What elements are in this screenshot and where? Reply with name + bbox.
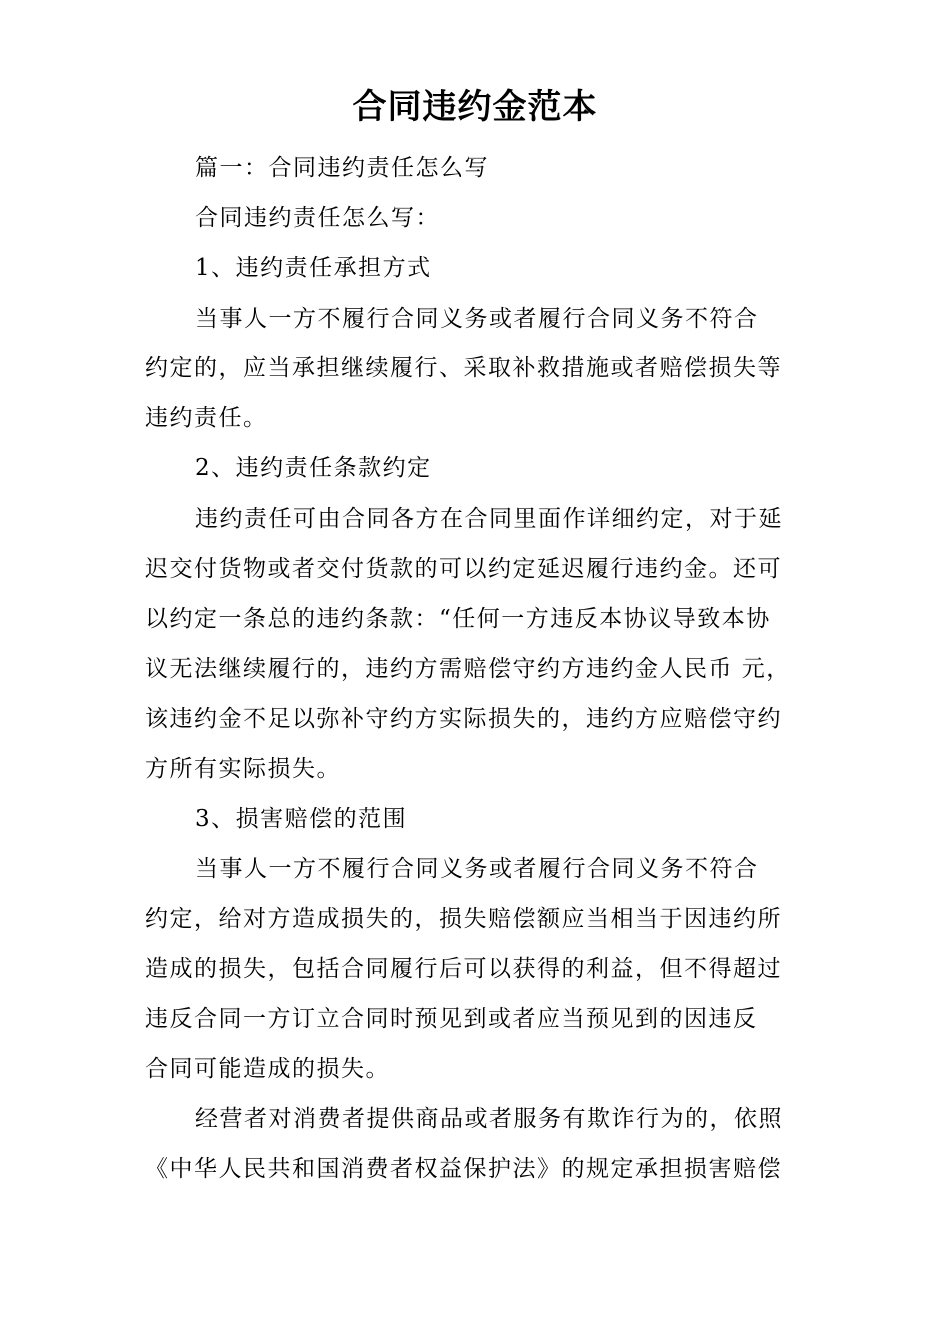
paragraph-line: 当事人一方不履行合同义务或者履行合同义务不符合: [195, 306, 759, 332]
section-heading: 篇一：合同违约责任怎么写: [195, 155, 489, 181]
paragraph-line: 该违约金不足以弥补守约方实际损失的，违约方应赔偿守约: [145, 706, 782, 732]
subheading: 1、违约责任承担方式: [195, 255, 432, 281]
paragraph-line: 迟交付货物或者交付货款的可以约定延迟履行违约金。还可: [145, 556, 782, 582]
paragraph-line: 《中华人民共和国消费者权益保护法》的规定承担损害赔偿: [145, 1156, 782, 1182]
document-title: 合同违约金范本: [352, 87, 598, 127]
paragraph-line: 合同可能造成的损失。: [145, 1056, 390, 1082]
paragraph-line: 当事人一方不履行合同义务或者履行合同义务不符合: [195, 856, 759, 882]
paragraph-line: 以约定一条总的违约条款：“任何一方违反本协议导致本协: [145, 606, 771, 632]
paragraph-line: 经营者对消费者提供商品或者服务有欺诈行为的，依照: [195, 1106, 783, 1132]
paragraph-line: 违约责任可由合同各方在合同里面作详细约定，对于延: [195, 506, 783, 532]
paragraph-line: 违约责任。: [145, 405, 268, 431]
paragraph-line: 方所有实际损失。: [145, 756, 341, 782]
paragraph-line: 合同违约责任怎么写：: [195, 205, 440, 231]
paragraph-line: 造成的损失，包括合同履行后可以获得的利益，但不得超过: [145, 956, 782, 982]
paragraph-line: 议无法继续履行的，违约方需赔偿守约方违约金人民币 元，: [145, 656, 791, 682]
subheading: 3、损害赔偿的范围: [195, 806, 408, 832]
paragraph-line: 约定的，应当承担继续履行、采取补救措施或者赔偿损失等: [145, 355, 782, 381]
paragraph-line: 约定，给对方造成损失的，损失赔偿额应当相当于因违约所: [145, 906, 782, 932]
paragraph-line: 违反合同一方订立合同时预见到或者应当预见到的因违反: [145, 1006, 758, 1032]
subheading: 2、违约责任条款约定: [195, 455, 432, 481]
